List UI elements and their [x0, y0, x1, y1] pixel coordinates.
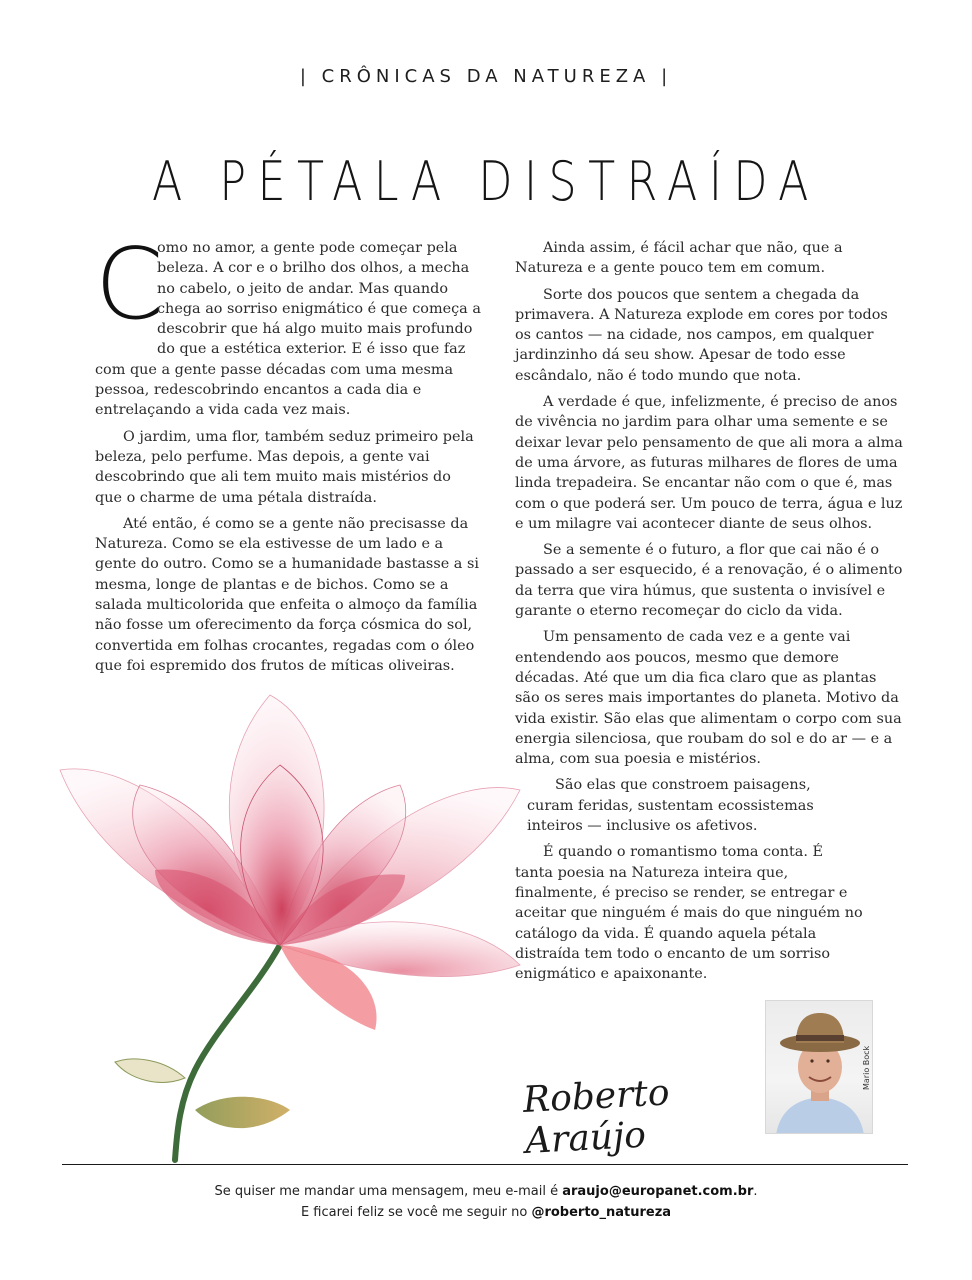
author-signature: Roberto Araújo: [522, 1072, 671, 1162]
paragraph: Um pensamento de cada vez e a gente vai entendendo aos poucos, mesmo que demore décadas. Até que um dia fica claro que as plantas são os seres mais importantes do planeta. Motivo da vida existir. São elas que alimentam o corpo com sua energia silenciosa, que roubam do sol e do ar — e a alma, com sua poesia e mistérios.: [515, 629, 902, 768]
footer-line-social: E ficarei feliz se você me seguir no @roberto_natureza: [300, 1205, 672, 1220]
paragraph: A verdade é que, infelizmente, é preciso de anos de vivência no jardim para olhar uma semente e se deixar levar pelo pensamento de que ali mora a alma de uma árvore, as futuras milhares de flores de uma linda trepadeira. Se encantar não com o que é, mas com o que poderá ser. Um pouco de terra, água e luz e um milagre vai acontecer diante de seus olhos.: [515, 394, 903, 532]
flower-bud: [115, 1059, 185, 1082]
paragraph: Até então, é como se a gente não precisasse da Natureza. Como se ela estivesse de um lado e a gente do outro. Como se a humanidade bastasse a si mesma, longe de plantas e de bichos. Como se a salada multicolorida que enfeita o almoço da família não fosse um oferecimento da força cósmica do sol, convertida em folhas crocantes, regadas com o óleo que foi espremido dos frutos de míticas oliveiras.: [95, 515, 479, 674]
footer-line-email: Se quiser me mandar uma mensagem, meu e-mail é araujo@europanet.com.br.: [214, 1184, 758, 1199]
footer: [0, 1181, 972, 1223]
paragraph: C omo no amor, a gente pode começar pela beleza. A cor e o brilho dos olhos, a mecha no cabelo, o jeito de andar. Mas quando chega ao sorriso enigmático é que começa a descobrir que há algo muito mais profundo do que a estética exterior. E é isso que faz com que a gente passe décadas com uma mesma pessoa, redescobrindo encantos a cada dia e entrelaçando a vida cada vez mais.: [95, 228, 481, 419]
lotus-flower-illustration: [55, 690, 535, 1170]
flower-stem: [175, 945, 280, 1160]
paragraph: São elas que constroem paisagens, curam feridas, sustentam ecossistemas inteiros — inclusive os afetivos.: [527, 777, 814, 835]
drop-cap: C: [95, 228, 164, 342]
footer-divider: [62, 1164, 908, 1165]
author-email[interactable]: araujo@europanet.com.br: [562, 1184, 754, 1199]
article-column-right: [515, 238, 905, 990]
paragraph: Ainda assim, é fácil achar que não, que a Natureza e a gente pouco tem em comum.: [515, 240, 843, 277]
paragraph: O jardim, uma flor, também seduz primeiro pela beleza, pelo perfume. Mas depois, a gente vai descobrindo que ali tem muito mais mistérios do que o charme de uma pétala distraída.: [95, 428, 474, 506]
author-photo: [765, 1000, 873, 1134]
section-label: | CRÔNICAS DA NATUREZA |: [299, 66, 673, 87]
photo-credit: Mario Bock: [862, 1045, 871, 1090]
paragraph: Sorte dos poucos que sentem a chegada da primavera. A Natureza explode em cores por todos os cantos — na cidade, nos campos, em qualquer jardinzinho dá seu show. Apesar de todo esse escândalo, não é todo mundo que nota.: [515, 286, 888, 384]
article-title: A PÉTALA DISTRAÍDA: [152, 150, 820, 213]
flower-leaf: [195, 1097, 290, 1128]
paragraph: É quando o romantismo toma conta. É tanta poesia na Natureza inteira que, finalmente, é preciso se render, se entregar e aceitar que ninguém é mais do que ninguém no catálogo da vida. É quando aquela pétala distraída tem todo o encanto de um sorriso enigmático e apaixonante.: [515, 844, 863, 983]
paragraph: Se a semente é o futuro, a flor que cai não é o passado a ser esquecido, é a renovação, é o alimento da terra que vira húmus, que sustenta o invisível e garante o eterno recomeçar do ciclo da vida.: [515, 542, 903, 620]
article-column-left: [95, 228, 481, 682]
author-social-handle[interactable]: @roberto_natureza: [531, 1205, 672, 1220]
